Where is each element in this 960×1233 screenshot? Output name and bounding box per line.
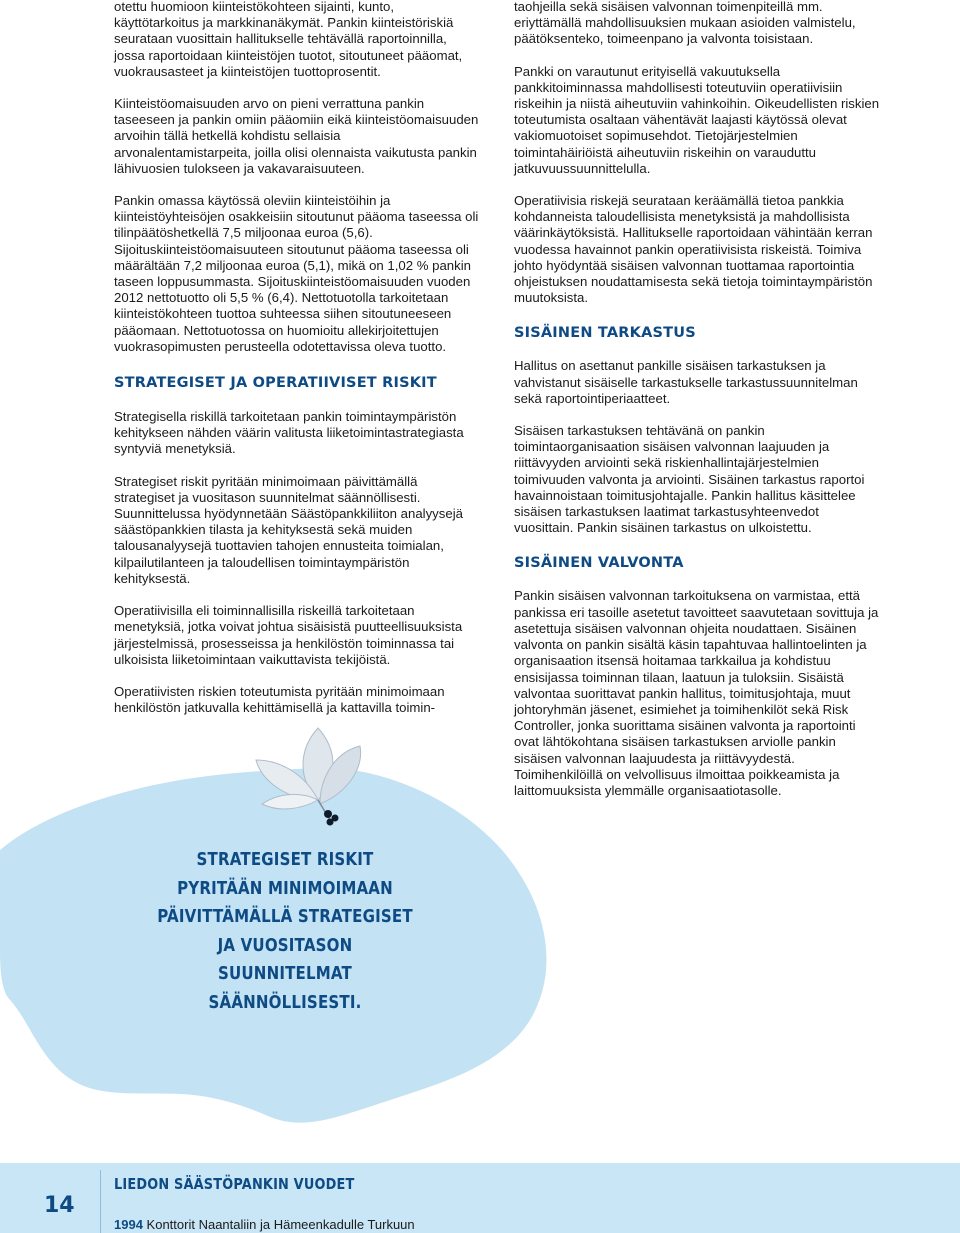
paragraph: Pankin sisäisen valvonnan tarkoituksena on varmistaa, että pankissa eri tasoille asetetut tavoitteet saavutetaan sovittuja ja asetettuja sisäisen valvonnan ohjeita noudattaen. Sisäinen valvonta on pankin sisältä käsin tapahtuvaa hallintoelinten ja organisaation itsensä hoitamaa tarkkailua ja kohdistuu ensisijassa toiminnan tilaan, laatuun ja tuloksiin. Sisäistä valvontaa suorittavat pankin hallitus, toimitusjohtaja, muut johtoryhmän jäsenet, esimiehet ja toimihenkilöt sekä Risk Controller, jonka suorittama sisäinen valvonta ja raportointi ovat lähtökohtana sisäisen tarkastuksen arviolle pankin sisäisen valvonnan laajuudesta ja riittävyydestä. Toimihenkilöillä on velvollisuus ilmoittaa poikkeamista ja laittomuuksista ylemmälle organisaatiotasolle. [514, 588, 879, 798]
footer-timeline-entry [114, 1217, 415, 1232]
paragraph: Sisäisen tarkastuksen tehtävänä on pankin toimintaorganisaation sisäisen valvonnan laajuuden ja riittävyyden arviointi sekä riskienhallintajärjestelmien toimivuuden valvonta ja arviointi. Sisäinen tarkastus raportoi havainnoistaan toimitusjohtajalle. Pankin hallitus käsittelee sisäisen tarkastuksen laatimat tarkastusyhteenvedot vuosittain. Pankin sisäinen tarkastus on ulkoistettu. [514, 423, 865, 536]
paragraph: Pankin omassa käytössä oleviin kiinteistöihin ja kiinteistöyhteisöjen osakkeisiin sitoutunut pääoma taseessa oli tilinpäätöshetkellä 7,5 miljoonaa euroa (5,6). Sijoituskiinteistöomaisuuteen sitoutunut pääoma taseessa oli määrältään 7,2 miljoonaa euroa (5,1), mikä on 1,02 % pankin taseen loppusummasta. Sijoituskiinteistöomaisuuden vuoden 2012 nettotuotto oli 5,5 % (6,4). Nettotuotolla tarkoitetaan kiinteistökohteen tuottoa suhteessa siihen sitoutuneeseen pääomaan. Nettotuotossa on huomioitu allekirjoitettujen vuokrasopimusten perusteella odotettavissa oleva tuotto. [114, 193, 479, 354]
section-heading: STRATEGISET JA OPERATIIVISET RISKIT [114, 375, 437, 392]
section-heading: SISÄINEN VALVONTA [514, 555, 684, 572]
left-column [114, 0, 480, 716]
paragraph: otettu huomioon kiinteistökohteen sijainti, kunto, käyttötarkoitus ja markkinanäkymät. Pankin kiinteistöriskiä seurataan vuosittain hallitukselle tehtävällä raportoinnilla, jossa raportoidaan kiinteistöjen tuotot, sitoutuneet pääomat, vuokrausasteet ja kiinteistöjen tuottoprosentit. [114, 0, 463, 79]
paragraph: Strategiset riskit pyritään minimoimaan päivittämällä strategiset ja vuositason suunnitelmat säännöllisesti. Suunnittelussa hyödynnetään Säästöpankkiliiton analyysejä säästöpankkien tilasta ja kehityksestä sekä muiden talousanalyysejä tuottavien tahojen ennusteita toimialan, kilpailutilanteen ja taloudellisen toimintaympäristön kehityksestä. [114, 473, 463, 586]
footer-year: 1994 [114, 1217, 143, 1232]
paragraph: Operatiivisten riskien toteutumista pyritään minimoimaan henkilöstön jatkuvalla kehittämisellä ja kattavilla toimin- [114, 683, 445, 716]
section-heading: SISÄINEN TARKASTUS [514, 325, 696, 342]
paragraph: Hallitus on asettanut pankille sisäisen tarkastuksen ja vahvistanut sisäiselle tarkastukselle tarkastussuunnitelman sekä raportointiperiaatteet. [514, 358, 858, 406]
paragraph: taohjeilla sekä sisäisen valvonnan toimenpiteillä mm. eriyttämällä mahdollisuuksien mukaan asioiden valmistelu, päätöksenteko, toimeenpano ja valvonta toisistaan. [514, 0, 856, 47]
footer-title: LIEDON SÄÄSTÖPANKIN VUODET [114, 1175, 355, 1193]
pull-quote: STRATEGISET RISKIT PYRITÄÄN MINIMOIMAAN PÄIVITTÄMÄLLÄ STRATEGISET JA VUOSITASON SUUNNITELMAT SÄÄNNÖLLISESTI. [157, 850, 413, 1013]
paragraph: Kiinteistöomaisuuden arvo on pieni verrattuna pankin taseeseen ja pankin omiin pääomiin eikä kiinteistöomaisuuden arvoihin tällä hetkellä kohdistu sellaisia arvonalentamistarpeita, joilla olisi olennaista vaikutusta pankin lähivuosien tulokseen ja vakavaraisuuteen. [114, 96, 479, 176]
paragraph: Strategisella riskillä tarkoitetaan pankin toimintaympäristön kehitykseen nähden väärin valitusta liiketoimintastrategiasta syntyviä menetyksiä. [114, 409, 464, 457]
page-number: 14 [44, 1193, 75, 1218]
paragraph: Operatiivisilla eli toiminnallisilla riskeillä tarkoitetaan menetyksiä, jotka voivat johtua sisäisistä puutteellisuuksista järjestelmissä, prosesseissa ja henkilöstön toiminnassa tai ulkoisista liiketoimintaan vaikuttavista tekijöistä. [114, 603, 463, 667]
right-column [514, 0, 880, 799]
footer-event: Konttorit Naantaliin ja Hämeenkadulle Turkuun [146, 1217, 415, 1232]
paragraph: Pankki on varautunut erityisellä vakuutuksella pankkitoiminnassa mahdollisesti toteutuviin operatiivisiin riskeihin ja niistä aiheutuviin vahinkoihin. Oikeudellisten riskien toteutumista osaltaan vähentävät laajasti käytössä olevat vakiomuotoiset sopimusehdot. Tietojärjestelmien toimintahäiriöistä aiheutuviin riskeihin on varauduttu jatkuvuussuunnittelulla. [514, 63, 880, 176]
footer-divider [100, 1170, 101, 1233]
paragraph: Operatiivisia riskejä seurataan keräämällä tietoa pankkia kohdanneista taloudellisista menetyksistä ja mahdollisista väärinkäytöksistä. Hallitukselle raportoidaan vähintään kerran vuodessa havainnot pankin operatiivisista riskeistä. Toimiva johto hyödyntää sisäisen valvonnan tuottamaa raportointia ohjeistuksen noudattamisesta sekä tietoja toimintaympäristön muutoksista. [514, 193, 873, 306]
